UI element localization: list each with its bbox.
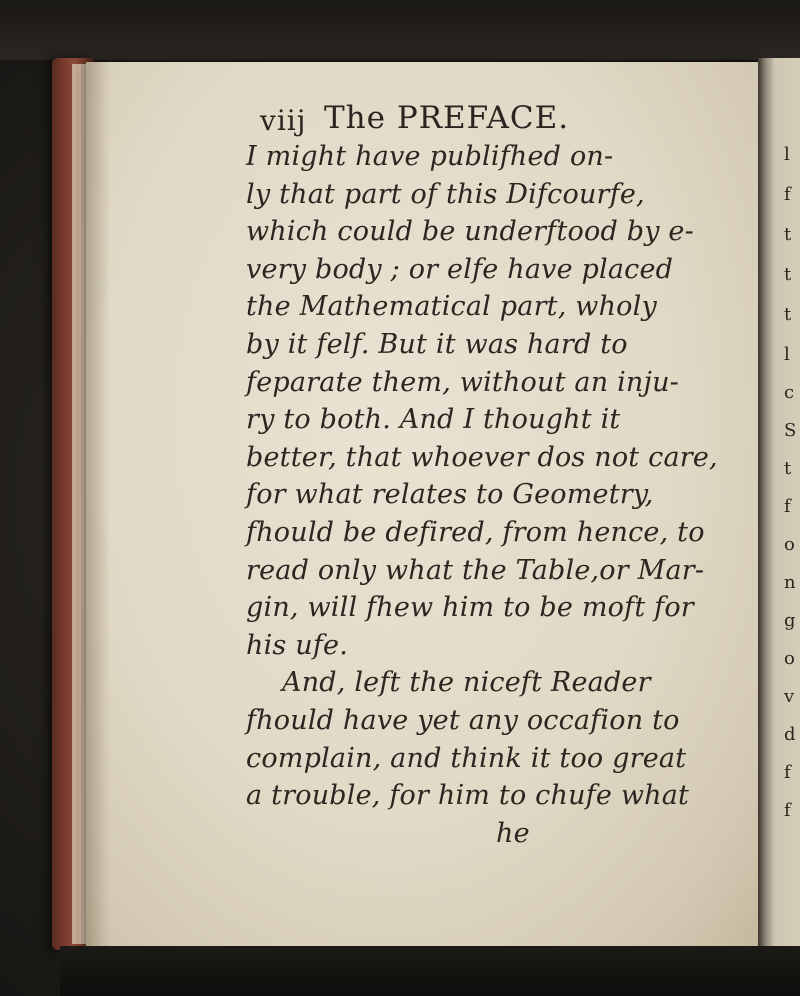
text-line: which could be underftood by e- [246,216,694,248]
catchword: he [496,817,530,849]
facing-page-fragment: l [784,344,790,365]
facing-page-fragment: t [784,458,792,479]
facing-page-fragment: n [784,572,796,593]
page-number: viij [260,104,307,137]
facing-page-fragment: S [784,420,797,441]
facing-page-fragment: f [784,762,791,783]
facing-page-fragment: o [784,534,795,555]
body-text [246,138,746,852]
text-line: for what relates to Geometry, [246,479,654,511]
facing-page-fragment: g [784,610,796,631]
text-line: ry to both. And I thought it [246,404,621,436]
text-line: And, left the niceft Reader [282,667,651,699]
facing-page-fragment: o [784,648,795,669]
text-line: the Mathematical part, wholy [246,291,657,323]
text-line: gin, will fhew him to be moft for [246,592,694,624]
page-gutter [86,62,110,950]
text-line: fhould have yet any occafion to [246,704,680,736]
facing-page-fragment: l [784,144,790,165]
background-shadow-bottom [60,946,800,996]
facing-page-fragment: v [784,686,795,707]
text-line: feparate them, without an inju- [246,366,679,398]
text-line: read only what the Table,or Mar- [246,554,705,586]
text-line: by it felf. But it was hard to [246,328,628,360]
text-line: better, that whoever dos not care, [246,441,718,473]
facing-page-fragment: t [784,224,792,245]
facing-page-fragment: t [784,304,792,325]
page-title: The PREFACE. [324,100,570,136]
background-shadow-top [0,0,800,60]
facing-page-fragment: f [784,800,791,821]
facing-page-fragment: d [784,724,796,745]
running-head [86,96,758,136]
facing-page-edge [758,58,800,958]
text-line: a trouble, for him to chufe what [246,780,690,812]
text-line: complain, and think it too great [246,742,687,774]
text-line: ly that part of this Difcourfe, [246,178,645,210]
text-line: I might have publifhed on- [246,141,614,172]
facing-page-fragment: f [784,184,791,205]
facing-page-fragment: c [784,382,795,403]
facing-page-fragment: t [784,264,792,285]
text-line: very body ; or elfe have placed [246,253,674,285]
text-line: fhould be defired, from hence, to [246,516,705,548]
text-line: his ufe. [246,629,349,661]
facing-page-fragment: f [784,496,791,517]
